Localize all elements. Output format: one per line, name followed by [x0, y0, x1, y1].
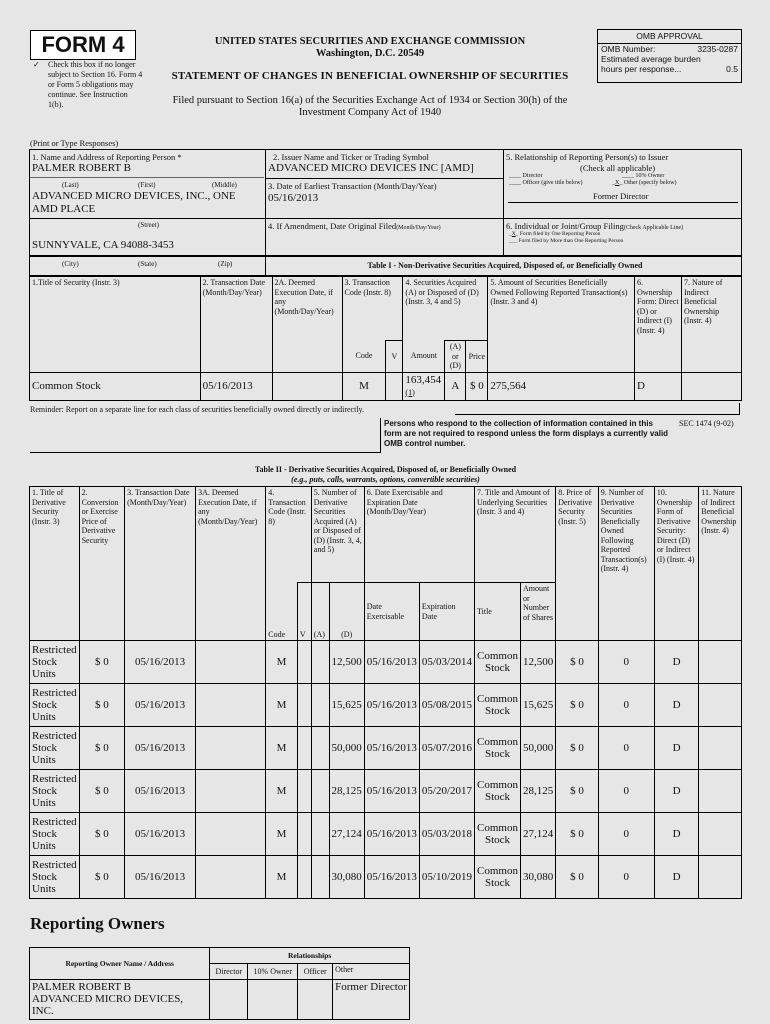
owner-director — [210, 980, 248, 1020]
t2-row-a — [311, 641, 329, 684]
t2-sub-exp: Expiration Date — [419, 583, 474, 641]
t1-row-v — [386, 372, 403, 400]
t2-row-title: Restricted Stock Units — [30, 727, 80, 770]
t2-row-v — [297, 641, 311, 684]
t2-row-title: Restricted Stock Units — [30, 641, 80, 684]
last-label: (Last) — [62, 181, 79, 189]
t2-row-deemed — [196, 641, 266, 684]
table2-title: Table II - Derivative Securities Acquired, Disposed of, or Beneficially Owned — [254, 465, 517, 474]
earliest-date-label: 3. Date of Earliest Transaction (Month/Day/Year) — [268, 181, 437, 191]
owner-name-cell — [30, 980, 210, 1020]
t2-row-price: $ 0 — [556, 727, 598, 770]
t2-row-expiration: 05/03/2018 — [419, 813, 474, 856]
t2-row-form: D — [654, 770, 698, 813]
omb-hours-label: hours per response... — [601, 64, 682, 74]
t2-row-underlying-amount: 30,080 — [520, 856, 555, 899]
t2-row-deemed — [196, 813, 266, 856]
owner-name: PALMER ROBERT B — [32, 981, 131, 993]
t2-header-number: 5. Number of Derivative Securities Acquired (A) or Disposed of (D) (Instr. 3, 4, and 5) — [311, 487, 364, 583]
t2-row-code: M — [266, 641, 298, 684]
earliest-date-value: 05/16/2013 — [268, 192, 319, 204]
t2-row-date: 05/16/2013 — [125, 684, 196, 727]
t2-row-title: Restricted Stock Units — [30, 684, 80, 727]
reminder-text: Reminder: Report on a separate line for each class of securities beneficially owned directly or indirectly. — [30, 405, 365, 414]
t2-header-owned: 9. Number of Derivative Securities Beneficially Owned Following Reported Transaction(s) (Instr. 4) — [598, 487, 654, 641]
t2-sub-amount: Amount or Number of Shares — [520, 583, 555, 641]
form-title: FORM 4 — [30, 30, 136, 60]
relationship-options: ____ Director ____ 10% Owner ____ Officer (give title below) _X_ Other (specify below) — [509, 173, 677, 186]
t2-row-d: 12,500 — [329, 641, 364, 684]
omb-number-label: OMB Number: — [601, 44, 656, 54]
t1-row-owned: 275,564 — [488, 372, 635, 400]
first-label: (First) — [138, 181, 156, 189]
t2-row-code: M — [266, 727, 298, 770]
issuer-value: ADVANCED MICRO DEVICES INC [AMD] — [268, 162, 474, 174]
t2-row-form: D — [654, 727, 698, 770]
filed-pursuant-text: Filed pursuant to Section 16(a) of the Securities Exchange Act of 1934 or Section 30(h) of the Investment Company Act of 1940 — [172, 95, 568, 118]
t2-row-expiration: 05/07/2016 — [419, 727, 474, 770]
t2-row-conversion-price: $ 0 — [79, 856, 124, 899]
t2-row-owned: 0 — [598, 856, 654, 899]
t2-row-expiration: 05/03/2014 — [419, 641, 474, 684]
t2-row-v — [297, 684, 311, 727]
t2-row-a — [311, 856, 329, 899]
t1-header-code: 3. Transaction Code (Instr. 8) — [342, 277, 403, 341]
t2-row-conversion-price: $ 0 — [79, 813, 124, 856]
filing-one-person: Form filed by One Reporting Person — [519, 231, 601, 237]
t2-row-underlying-title: Common Stock — [475, 856, 521, 899]
t2-row-code: M — [266, 770, 298, 813]
reporting-person-name: PALMER ROBERT B — [32, 162, 131, 174]
t2-row-nature — [699, 770, 742, 813]
t2-row-a — [311, 727, 329, 770]
t2-sub-date-ex: Date Exercisable — [364, 583, 419, 641]
t2-row-nature — [699, 684, 742, 727]
reporting-person-label: 1. Name and Address of Reporting Person * — [32, 152, 182, 162]
t1-row-aord: A — [445, 372, 466, 400]
t2-row-expiration: 05/10/2019 — [419, 856, 474, 899]
t2-row-title: Restricted Stock Units — [30, 856, 80, 899]
t2-row-v — [297, 813, 311, 856]
t2-row-nature — [699, 727, 742, 770]
t2-row-code: M — [266, 813, 298, 856]
t2-row-underlying-title: Common Stock — [475, 641, 521, 684]
omb-burden-label: Estimated average burden — [601, 54, 701, 64]
t2-row-code: M — [266, 684, 298, 727]
t2-row-deemed — [196, 684, 266, 727]
omb-number-value: 3235-0287 — [697, 44, 738, 54]
t2-header-price: 8. Price of Derivative Security (Instr. 5) — [556, 487, 598, 641]
t1-row-deemed — [272, 372, 342, 400]
table2-heading — [29, 465, 742, 485]
t2-row-conversion-price: $ 0 — [79, 727, 124, 770]
t1-row-price: $ 0 — [466, 372, 488, 400]
t1-sub-price: Price — [466, 341, 488, 373]
officer-option: Officer (give title below) — [522, 180, 583, 186]
table1-title: Table I - Non-Derivative Securities Acquired, Disposed of, or Beneficially Owned — [367, 261, 643, 270]
owner-company: ADVANCED MICRO DEVICES, INC. — [32, 993, 184, 1017]
t1-row-amount-cell — [403, 372, 445, 400]
t2-row-d: 27,124 — [329, 813, 364, 856]
t2-row-date: 05/16/2013 — [125, 727, 196, 770]
t1-sub-amount: Amount — [403, 341, 445, 373]
t1-row-form: D — [635, 372, 682, 400]
reporting-owners-table — [29, 947, 410, 1020]
table-row — [30, 980, 410, 1020]
director-header: Director — [210, 964, 248, 980]
t2-row-date: 05/16/2013 — [125, 813, 196, 856]
t2-row-underlying-title: Common Stock — [475, 813, 521, 856]
table-row — [30, 372, 742, 400]
table-row — [30, 727, 742, 770]
t2-row-exercisable: 05/16/2013 — [364, 641, 419, 684]
t2-row-d: 15,625 — [329, 684, 364, 727]
agency-location: Washington, D.C. 20549 — [315, 48, 425, 59]
director-option: Director — [522, 173, 543, 179]
t1-sub-code: Code — [342, 341, 386, 373]
t2-row-form: D — [654, 684, 698, 727]
omb-hours-value: 0.5 — [726, 64, 738, 74]
t2-row-price: $ 0 — [556, 813, 598, 856]
t2-row-owned: 0 — [598, 770, 654, 813]
t2-sub-v: V — [297, 583, 311, 641]
owner-owner10 — [248, 980, 298, 1020]
other-option: Other (specify below) — [623, 180, 677, 186]
t1-header-deemed: 2A. Deemed Execution Date, if any (Month/Day/Year) — [272, 277, 342, 373]
t2-row-expiration: 05/08/2015 — [419, 684, 474, 727]
t1-row-nature — [681, 372, 741, 400]
relationship-check-all: (Check all applicable) — [580, 163, 656, 173]
t1-header-acquired: 4. Securities Acquired (A) or Disposed of (D) (Instr. 3, 4 and 5) — [403, 277, 488, 341]
t2-row-title: Restricted Stock Units — [30, 813, 80, 856]
officer-header: Officer — [298, 964, 333, 980]
t2-header-code: 4. Transaction Code (Instr. 8) — [266, 487, 312, 583]
t2-row-deemed — [196, 727, 266, 770]
t2-header-title: 1. Title of Derivative Security (Instr. 3) — [30, 487, 80, 641]
t2-row-underlying-amount: 50,000 — [520, 727, 555, 770]
owner10-header: 10% Owner — [248, 964, 298, 980]
statement-title: STATEMENT OF CHANGES IN BENEFICIAL OWNERSHIP OF SECURITIES — [171, 70, 569, 82]
t1-header-owned: 5. Amount of Securities Beneficially Owned Following Reported Transaction(s) (Instr. 3 and 4) — [488, 277, 635, 373]
agency-name: UNITED STATES SECURITIES AND EXCHANGE COMMISSION — [214, 36, 526, 47]
t1-header-form: 6. Ownership Form: Direct (D) or Indirect (I) (Instr. 4) — [635, 277, 682, 373]
t2-row-underlying-amount: 12,500 — [520, 641, 555, 684]
amendment-label — [268, 221, 441, 233]
reporting-person-city: SUNNYVALE, CA 94088-3453 — [32, 239, 174, 251]
t2-row-v — [297, 856, 311, 899]
filing-one-checkmark: X — [511, 231, 516, 237]
street-label: (Street) — [138, 221, 159, 229]
t2-row-date: 05/16/2013 — [125, 856, 196, 899]
other-header: Other — [333, 964, 410, 980]
t2-header-conversion: 2. Conversion or Exercise Price of Derivative Security — [79, 487, 124, 641]
t2-row-d: 50,000 — [329, 727, 364, 770]
t2-row-v — [297, 770, 311, 813]
t2-row-form: D — [654, 641, 698, 684]
owner-name-header: Reporting Owner Name / Address — [30, 948, 210, 980]
agency-heading — [160, 36, 580, 60]
checkmark-icon[interactable]: ✓ — [33, 60, 40, 69]
t2-row-a — [311, 684, 329, 727]
check-box-text: Check this box if no longer subject to Section 16. Form 4 or Form 5 obligations may continue. See Instruction 1(b). — [48, 60, 143, 109]
t2-row-nature — [699, 856, 742, 899]
amendment-label-text: 4. If Amendment, Date Original Filed — [268, 221, 397, 231]
t2-row-a — [311, 813, 329, 856]
t2-row-underlying-amount: 27,124 — [520, 813, 555, 856]
t2-row-deemed — [196, 856, 266, 899]
filing-options: _X_ Form filed by One Reporting Person ___ Form filed by More than One Reporting Person — [509, 231, 624, 244]
table-row — [30, 641, 742, 684]
filing-label-sub: (Check Applicable Line) — [623, 225, 684, 231]
omb-title: OMB APPROVAL — [598, 30, 741, 44]
t2-header-exercisable: 6. Date Exercisable and Expiration Date (Month/Day/Year) — [364, 487, 474, 583]
t1-header-nature: 7. Nature of Indirect Beneficial Ownership (Instr. 4) — [681, 277, 741, 373]
t2-row-owned: 0 — [598, 727, 654, 770]
omb-approval-box — [597, 29, 742, 83]
t2-row-form: D — [654, 856, 698, 899]
relationships-header: Relationships — [210, 948, 410, 964]
t2-row-date: 05/16/2013 — [125, 770, 196, 813]
t2-row-price: $ 0 — [556, 684, 598, 727]
table-row — [30, 684, 742, 727]
t2-row-owned: 0 — [598, 684, 654, 727]
t2-row-owned: 0 — [598, 813, 654, 856]
t2-row-price: $ 0 — [556, 641, 598, 684]
relationship-title: Former Director — [593, 191, 649, 201]
t2-row-underlying-amount: 15,625 — [520, 684, 555, 727]
t1-sub-aord: (A) or (D) — [445, 341, 466, 373]
t1-header-date: 2. Transaction Date (Month/Day/Year) — [200, 277, 272, 373]
t1-header-title: 1.Title of Security (Instr. 3) — [30, 277, 201, 373]
t2-header-deemed: 3A. Deemed Execution Date, if any (Month/Day/Year) — [196, 487, 266, 641]
t2-row-underlying-title: Common Stock — [475, 770, 521, 813]
t2-row-exercisable: 05/16/2013 — [364, 770, 419, 813]
table1-non-derivative — [29, 276, 742, 401]
t2-row-underlying-title: Common Stock — [475, 684, 521, 727]
t2-row-conversion-price: $ 0 — [79, 641, 124, 684]
check-box-note — [33, 60, 143, 110]
owner10-option: 10% Owner — [635, 173, 665, 179]
t2-row-underlying-amount: 28,125 — [520, 770, 555, 813]
t2-row-expiration: 05/20/2017 — [419, 770, 474, 813]
filing-label-text: 6. Individual or Joint/Group Filing — [506, 221, 624, 231]
t2-row-title: Restricted Stock Units — [30, 770, 80, 813]
t2-row-exercisable: 05/16/2013 — [364, 856, 419, 899]
t2-row-exercisable: 05/16/2013 — [364, 727, 419, 770]
t2-row-date: 05/16/2013 — [125, 641, 196, 684]
print-type-note: (Print or Type Responses) — [30, 138, 119, 148]
t2-row-v — [297, 727, 311, 770]
t2-row-d: 30,080 — [329, 856, 364, 899]
t2-header-date: 3. Transaction Date (Month/Day/Year) — [125, 487, 196, 641]
t2-row-exercisable: 05/16/2013 — [364, 813, 419, 856]
table2-subtitle: (e.g., puts, calls, warrants, options, convertible securities) — [291, 475, 480, 484]
omb-notice: Persons who respond to the collection of information contained in this form are not required to respond unless the form displays a currently valid OMB control number. — [384, 419, 669, 448]
filing-multiple-persons: Form filed by More than One Reporting Person — [518, 238, 624, 244]
middle-label: (Middle) — [212, 181, 237, 189]
footnote-link[interactable]: (1) — [405, 387, 415, 397]
issuer-label: 2. Issuer Name and Ticker or Trading Symbol — [273, 152, 429, 162]
zip-label: (Zip) — [218, 260, 233, 268]
t2-header-form: 10. Ownership Form of Derivative Security: Direct (D) or Indirect (I) (Instr. 4) — [654, 487, 698, 641]
table-row — [30, 856, 742, 899]
t2-sub-code: Code — [266, 583, 298, 641]
state-label: (State) — [138, 260, 157, 268]
t2-row-underlying-title: Common Stock — [475, 727, 521, 770]
table-row — [30, 770, 742, 813]
owner-other: Former Director — [333, 980, 410, 1020]
amendment-label-sub: (Month/Day/Year) — [396, 225, 441, 231]
t2-row-a — [311, 770, 329, 813]
t2-row-nature — [699, 641, 742, 684]
t2-row-nature — [699, 813, 742, 856]
sec-code: SEC 1474 (9-02) — [679, 419, 734, 428]
t2-header-nature: 11. Nature of Indirect Beneficial Ownership (Instr. 4) — [699, 487, 742, 641]
table-row — [30, 813, 742, 856]
t1-row-title: Common Stock — [30, 372, 201, 400]
city-label: (City) — [62, 260, 79, 268]
t1-row-amount: 163,454 — [405, 373, 442, 386]
t2-row-price: $ 0 — [556, 856, 598, 899]
owner-officer — [298, 980, 333, 1020]
t2-row-conversion-price: $ 0 — [79, 684, 124, 727]
t2-row-form: D — [654, 813, 698, 856]
t2-sub-a: (A) — [311, 583, 329, 641]
t2-row-exercisable: 05/16/2013 — [364, 684, 419, 727]
table2-derivative — [29, 486, 742, 899]
reporting-owners-heading: Reporting Owners — [30, 914, 165, 933]
t1-row-code: M — [342, 372, 386, 400]
relationship-label: 5. Relationship of Reporting Person(s) to Issuer — [506, 152, 669, 162]
reporting-person-address: ADVANCED MICRO DEVICES, INC., ONE AMD PLACE — [32, 190, 236, 215]
t2-row-deemed — [196, 770, 266, 813]
t2-row-owned: 0 — [598, 641, 654, 684]
t1-sub-v: V — [386, 341, 403, 373]
t1-row-date: 05/16/2013 — [200, 372, 272, 400]
t2-sub-title: Title — [475, 583, 521, 641]
t2-row-code: M — [266, 856, 298, 899]
t2-row-conversion-price: $ 0 — [79, 770, 124, 813]
t2-sub-d: (D) — [329, 583, 364, 641]
other-checkmark: X — [615, 180, 620, 186]
t2-header-underlying: 7. Title and Amount of Underlying Securities (Instr. 3 and 4) — [475, 487, 556, 583]
t2-row-price: $ 0 — [556, 770, 598, 813]
t2-row-d: 28,125 — [329, 770, 364, 813]
